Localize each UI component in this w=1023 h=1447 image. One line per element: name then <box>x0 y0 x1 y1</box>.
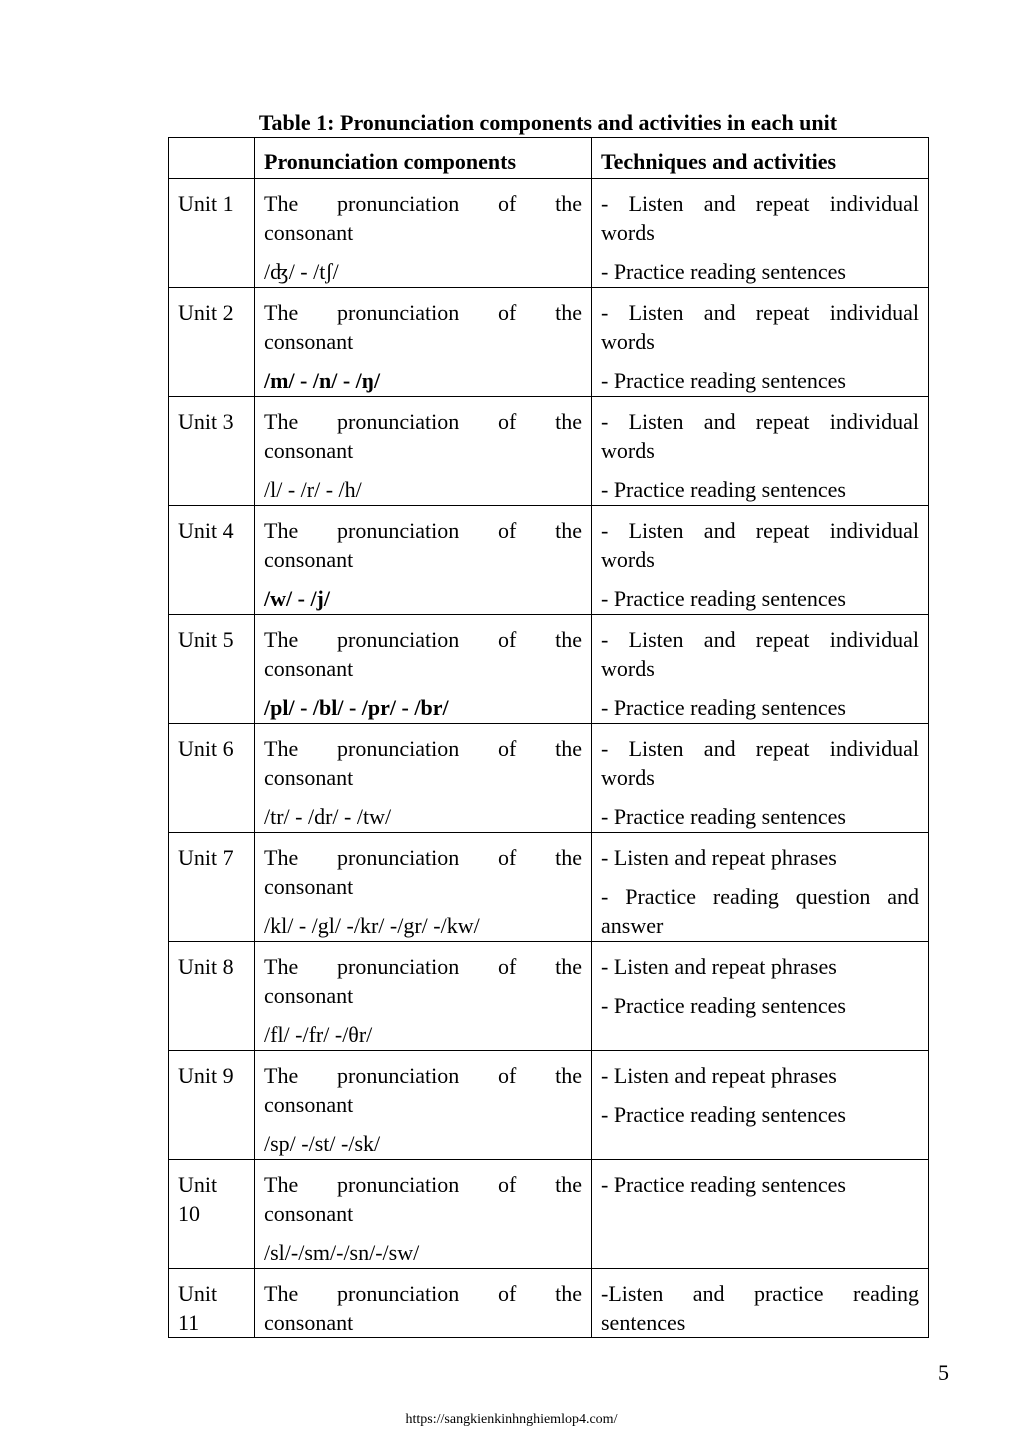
table-row <box>169 179 929 288</box>
components-text: consonant <box>264 656 354 681</box>
components-text: The pronunciation of the <box>264 1063 582 1088</box>
unit-cell: Unit 7 <box>169 833 255 942</box>
components-text: The pronunciation of the <box>264 300 582 325</box>
activity-text: - Listen and repeat phrases <box>601 1063 837 1088</box>
activities-cell <box>592 833 929 942</box>
activities-cell <box>592 1051 929 1160</box>
activity-text: words <box>601 220 655 245</box>
activity-text: - Practice reading sentences <box>601 804 846 829</box>
components-cell <box>255 724 592 833</box>
activities-cell <box>592 724 929 833</box>
components-text: consonant <box>264 220 354 245</box>
components-cell <box>255 615 592 724</box>
activity-text: - Listen and repeat individual <box>601 627 919 652</box>
activity-text: - Practice reading question and <box>601 884 919 909</box>
components-cell <box>255 942 592 1051</box>
activity-text: - Listen and repeat individual <box>601 191 919 216</box>
components-cell <box>255 179 592 288</box>
table-row <box>169 724 929 833</box>
components-text: consonant <box>264 329 354 354</box>
table-header-row <box>169 138 929 179</box>
components-cell <box>255 288 592 397</box>
components-cell <box>255 1269 592 1338</box>
activity-text: - Practice reading sentences <box>601 695 846 720</box>
unit-cell: Unit 2 <box>169 288 255 397</box>
table-row <box>169 1160 929 1269</box>
sound-list: /sl/-/sm/-/sn/-/sw/ <box>264 1240 420 1265</box>
table-row <box>169 615 929 724</box>
header-cell-activities: Techniques and activities <box>592 138 929 179</box>
activity-text: sentences <box>601 1310 686 1335</box>
unit-cell: Unit 8 <box>169 942 255 1051</box>
table-row <box>169 1051 929 1160</box>
activity-text: words <box>601 329 655 354</box>
components-cell <box>255 833 592 942</box>
table-row <box>169 942 929 1051</box>
components-text: consonant <box>264 983 354 1008</box>
components-text: consonant <box>264 547 354 572</box>
activities-cell <box>592 397 929 506</box>
components-text: consonant <box>264 1310 354 1335</box>
activities-cell <box>592 942 929 1051</box>
components-text: The pronunciation of the <box>264 1172 582 1197</box>
unit-cell: Unit 3 <box>169 397 255 506</box>
unit-cell: Unit 4 <box>169 506 255 615</box>
components-text: The pronunciation of the <box>264 191 582 216</box>
table-row <box>169 288 929 397</box>
components-text: consonant <box>264 1201 354 1226</box>
activity-text: - Listen and repeat individual <box>601 518 919 543</box>
activities-cell <box>592 615 929 724</box>
activity-text: words <box>601 438 655 463</box>
activity-text: words <box>601 765 655 790</box>
components-text: consonant <box>264 765 354 790</box>
unit-number: 10 <box>178 1201 200 1226</box>
activity-text: - Practice reading sentences <box>601 1172 846 1197</box>
activity-text: - Listen and repeat individual <box>601 300 919 325</box>
unit-cell <box>169 1269 255 1338</box>
sound-list: /pl/ - /bl/ - /pr/ - /br/ <box>264 695 449 720</box>
sound-list: /tr/ - /dr/ - /tw/ <box>264 804 392 829</box>
components-text: The pronunciation of the <box>264 954 582 979</box>
unit-cell: Unit 5 <box>169 615 255 724</box>
sound-list: /m/ - /n/ - /ŋ/ <box>264 368 381 393</box>
activity-text: - Practice reading sentences <box>601 368 846 393</box>
sound-list: /kl/ - /gl/ -/kr/ -/gr/ -/kw/ <box>264 913 480 938</box>
table-row <box>169 833 929 942</box>
header-cell-components: Pronunciation components <box>255 138 592 179</box>
table-row <box>169 397 929 506</box>
activities-cell <box>592 288 929 397</box>
activity-text: - Listen and repeat individual <box>601 736 919 761</box>
activity-text: words <box>601 656 655 681</box>
components-text: consonant <box>264 1092 354 1117</box>
sound-list: /ʤ/ - /tʃ/ <box>264 259 339 284</box>
activity-text: -Listen and practice reading <box>601 1281 919 1306</box>
header-cell-unit <box>169 138 255 179</box>
activity-text: - Practice reading sentences <box>601 586 846 611</box>
sound-list: /fl/ -/fr/ -/θr/ <box>264 1022 373 1047</box>
activities-cell <box>592 1160 929 1269</box>
unit-cell: Unit 6 <box>169 724 255 833</box>
sound-list: /l/ - /r/ - /h/ <box>264 477 362 502</box>
unit-cell: Unit 1 <box>169 179 255 288</box>
components-text: The pronunciation of the <box>264 1281 582 1306</box>
components-cell <box>255 1160 592 1269</box>
components-text: The pronunciation of the <box>264 845 582 870</box>
unit-cell <box>169 1160 255 1269</box>
unit-number: 11 <box>178 1310 200 1335</box>
activity-text: - Listen and repeat phrases <box>601 954 837 979</box>
components-cell <box>255 397 592 506</box>
footer-url: https://sangkienkinhnghiemlop4.com/ <box>405 1412 618 1427</box>
components-text: consonant <box>264 874 354 899</box>
components-cell <box>255 506 592 615</box>
unit-label: Unit <box>178 1281 218 1306</box>
activities-cell <box>592 506 929 615</box>
components-text: consonant <box>264 438 354 463</box>
components-text: The pronunciation of the <box>264 518 582 543</box>
unit-cell: Unit 9 <box>169 1051 255 1160</box>
activity-text: - Practice reading sentences <box>601 259 846 284</box>
activity-text: - Practice reading sentences <box>601 1102 846 1127</box>
activity-text: - Listen and repeat individual <box>601 409 919 434</box>
page-number: 5 <box>938 1360 949 1385</box>
unit-label: Unit <box>178 1172 218 1197</box>
components-text: The pronunciation of the <box>264 627 582 652</box>
pronunciation-table <box>168 137 929 1338</box>
components-cell <box>255 1051 592 1160</box>
activities-cell <box>592 1269 929 1338</box>
activity-text: - Listen and repeat phrases <box>601 845 837 870</box>
sound-list: /w/ - /j/ <box>264 586 330 611</box>
activity-text: words <box>601 547 655 572</box>
components-text: The pronunciation of the <box>264 409 582 434</box>
activities-cell <box>592 179 929 288</box>
activity-text: answer <box>601 913 664 938</box>
table-row <box>169 506 929 615</box>
components-text: The pronunciation of the <box>264 736 582 761</box>
activity-text: - Practice reading sentences <box>601 993 846 1018</box>
sound-list: /sp/ -/st/ -/sk/ <box>264 1131 381 1156</box>
activity-text: - Practice reading sentences <box>601 477 846 502</box>
table-row <box>169 1269 929 1338</box>
table-caption: Table 1: Pronunciation components and activities in each unit <box>258 110 838 135</box>
